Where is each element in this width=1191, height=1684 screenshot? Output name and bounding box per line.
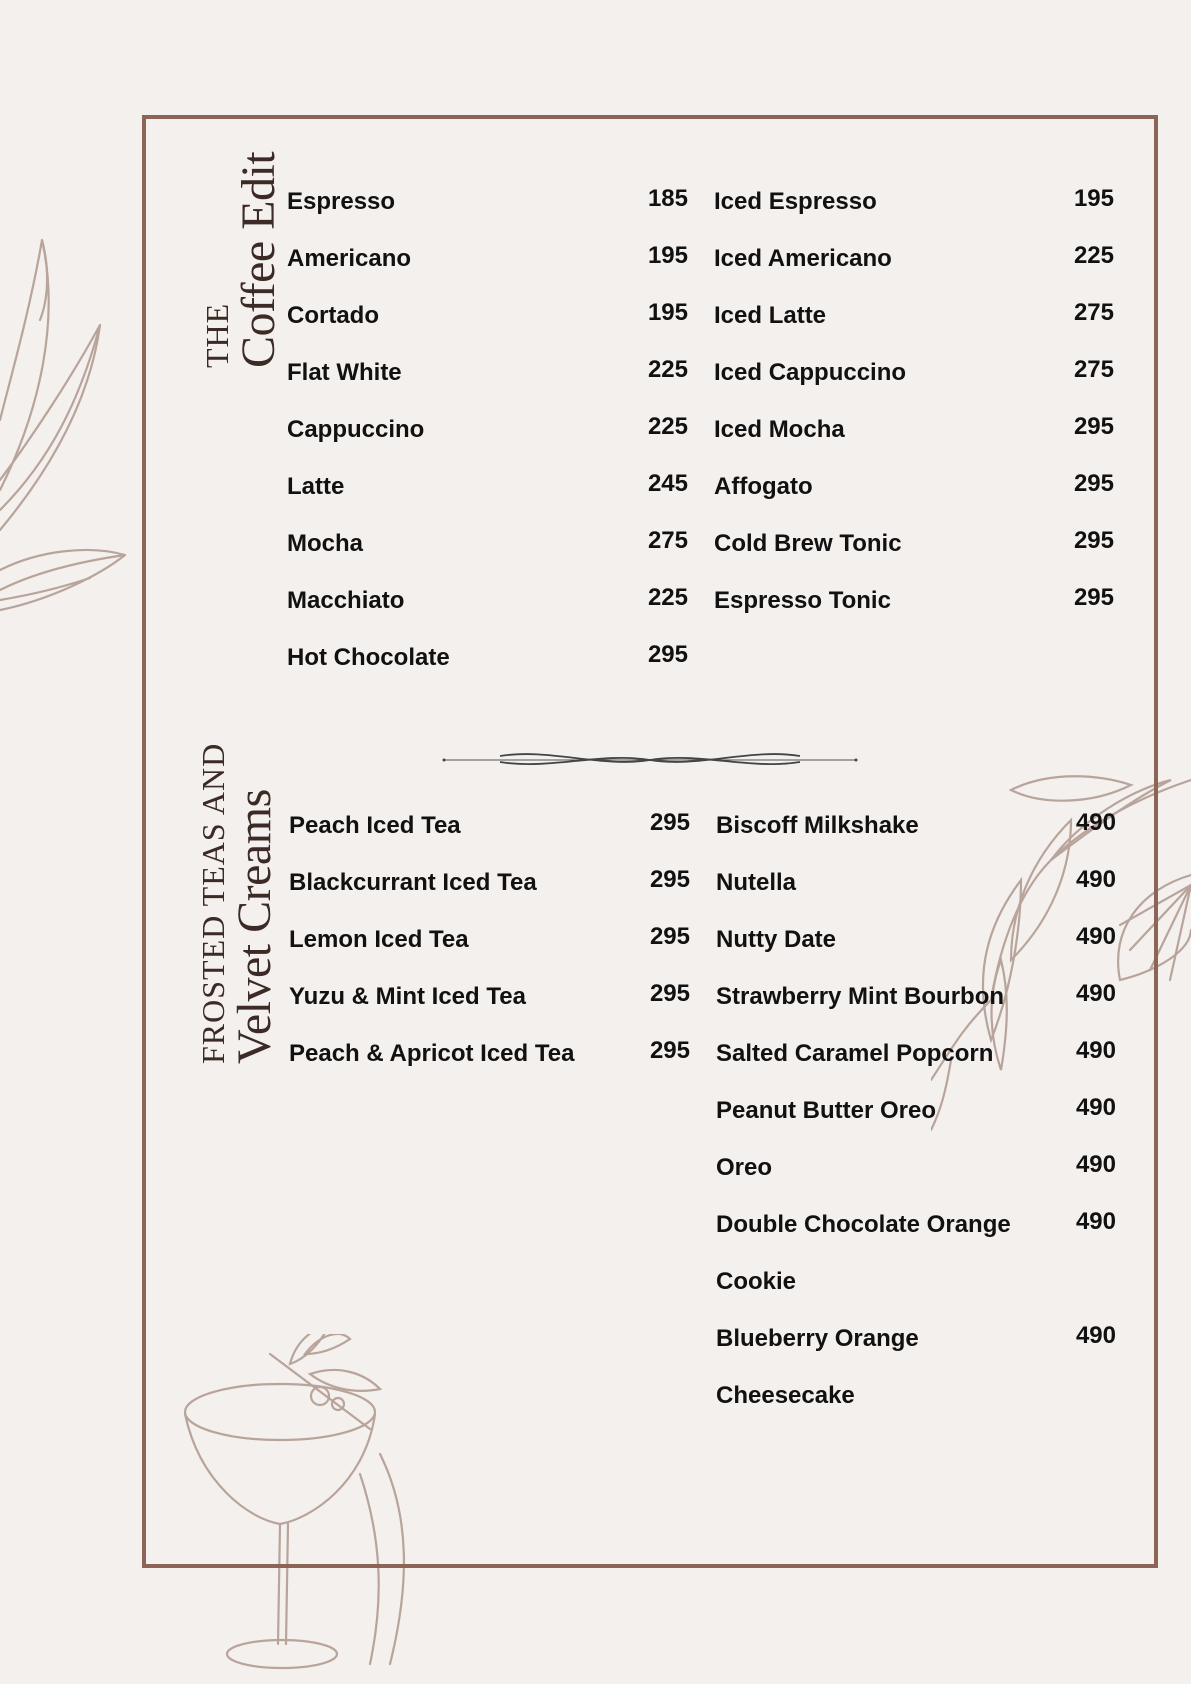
coffee-item-name: Iced Americano [714, 245, 892, 272]
coffee-item-name: Cortado [287, 302, 379, 329]
coffee-item-price: 195 [647, 299, 688, 326]
coffee-item-name: Macchiato [287, 587, 405, 614]
coffee-item-price: 185 [647, 185, 688, 212]
coffee-item-name: Espresso [287, 188, 396, 215]
cream-item-price: 490 [1075, 923, 1116, 950]
cream-item-name: Strawberry Mint Bourbon [716, 983, 1005, 1010]
tea-item-name: Peach Iced Tea [289, 812, 461, 839]
tea-item-price: 295 [649, 809, 690, 836]
coffee-item-price: 245 [647, 470, 688, 497]
menu-border-frame [142, 115, 1158, 1568]
coffee-item-name: Iced Espresso [714, 188, 877, 215]
coffee-item-name: Cappuccino [287, 416, 425, 443]
ornamental-divider [440, 748, 860, 772]
coffee-item-name: Iced Latte [714, 302, 827, 329]
tea-item-price: 295 [649, 923, 690, 950]
tea-item-name: Peach & Apricot Iced Tea [289, 1040, 575, 1067]
cream-item-name: Oreo [716, 1154, 773, 1181]
coffee-item-name: Latte [287, 473, 345, 500]
coffee-item-name: Iced Cappuccino [714, 359, 907, 386]
coffee-section-title [200, 148, 284, 368]
cream-item-name: Blueberry Orange [716, 1325, 919, 1352]
coffee-item-name: Mocha [287, 530, 364, 557]
coffee-item-price: 295 [647, 641, 688, 668]
coffee-item-name: Americano [287, 245, 412, 272]
tea-section-title [196, 734, 280, 1064]
coffee-item-name: Flat White [287, 359, 402, 386]
coffee-item-price: 225 [647, 413, 688, 440]
cream-item-name: Biscoff Milkshake [716, 812, 919, 839]
coffee-item-name: Espresso Tonic [714, 587, 891, 614]
leaf-branch-illustration [0, 230, 140, 630]
coffee-item-name: Hot Chocolate [287, 644, 450, 671]
cream-item-name: Cookie [716, 1268, 797, 1295]
cream-item-price: 490 [1075, 980, 1116, 1007]
tea-section-title-big: Velvet Creams [228, 789, 281, 1064]
coffee-item-price: 225 [647, 356, 688, 383]
cream-item-price: 490 [1075, 809, 1116, 836]
cream-item-price: 490 [1075, 1208, 1116, 1235]
cream-item-name: Cheesecake [716, 1382, 855, 1409]
cream-item-name: Double Chocolate Orange [716, 1211, 1011, 1238]
cream-item-price: 490 [1075, 1094, 1116, 1121]
coffee-item-price: 195 [647, 242, 688, 269]
coffee-item-price: 275 [1073, 299, 1114, 326]
coffee-item-price: 295 [1073, 470, 1114, 497]
coffee-item-name: Affogato [714, 473, 813, 500]
coffee-item-price: 275 [1073, 356, 1114, 383]
tea-item-price: 295 [649, 1037, 690, 1064]
cream-item-name: Nutella [716, 869, 797, 896]
coffee-item-price: 225 [1073, 242, 1114, 269]
cream-item-price: 490 [1075, 1037, 1116, 1064]
tea-item-name: Lemon Iced Tea [289, 926, 469, 953]
coffee-item-price: 275 [647, 527, 688, 554]
cream-item-price: 490 [1075, 866, 1116, 893]
coffee-item-price: 225 [647, 584, 688, 611]
coffee-item-name: Cold Brew Tonic [714, 530, 902, 557]
cream-item-name: Nutty Date [716, 926, 837, 953]
coffee-item-price: 295 [1073, 413, 1114, 440]
coffee-section-title-big: Coffee Edit [232, 151, 285, 368]
coffee-section-title-small: THE [199, 302, 235, 368]
coffee-item-name: Iced Mocha [714, 416, 845, 443]
coffee-item-price: 195 [1073, 185, 1114, 212]
coffee-item-price: 295 [1073, 584, 1114, 611]
cream-item-name: Peanut Butter Oreo [716, 1097, 937, 1124]
tea-item-name: Yuzu & Mint Iced Tea [289, 983, 526, 1010]
cream-item-price: 490 [1075, 1322, 1116, 1349]
tea-item-price: 295 [649, 980, 690, 1007]
cream-item-price: 490 [1075, 1151, 1116, 1178]
cream-item-name: Salted Caramel Popcorn [716, 1040, 994, 1067]
tea-item-name: Blackcurrant Iced Tea [289, 869, 537, 896]
coffee-item-price: 295 [1073, 527, 1114, 554]
tea-section-title-small: FROSTED TEAS AND [195, 742, 231, 1064]
tea-item-price: 295 [649, 866, 690, 893]
